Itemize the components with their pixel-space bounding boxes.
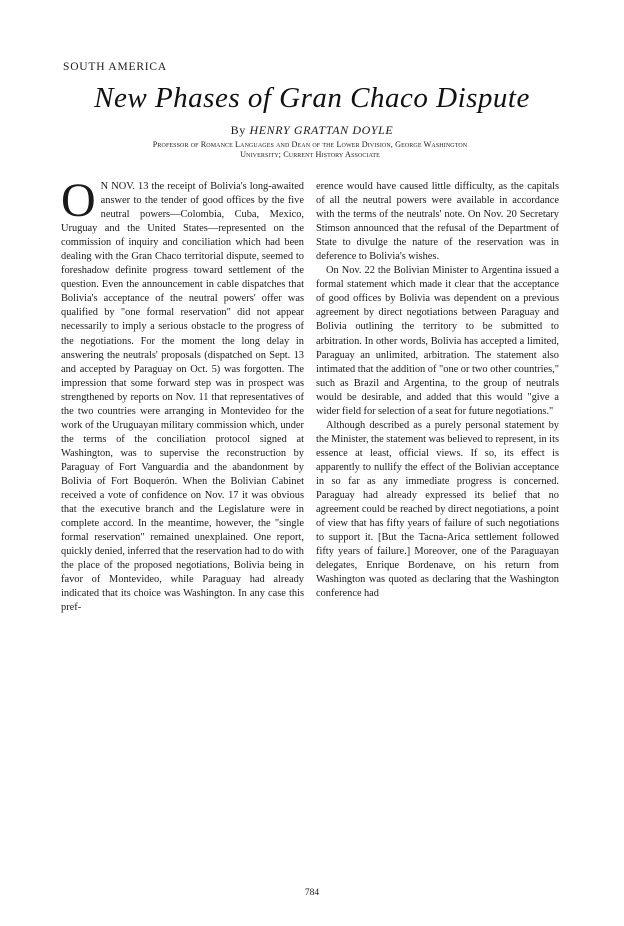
affiliation-line-1: Professor of Romance Languages and Dean of the Lower Division, George Washington	[152, 140, 468, 149]
byline-prefix: By	[230, 123, 246, 137]
article-title: New Phases of Gran Chaco Dispute	[94, 82, 530, 114]
right-paragraph-2: On Nov. 22 the Bolivian Minister to Argentina issued a formal statement which made it clear that the acceptance of good offices by Bolivia was dependent on a previous agreement by direct negotiations between Paraguay and Bolivia outlining the territory to be submitted to arbitration. In other words, Bolivia has accepted a limited, Paraguay an unlimited, arbitration. The statement also intimated that the addition of "one or two other countries," such as Brazil and Argentina, to the group of neutrals would be desirable, and added that this would "give a wider field for selection of a seat for future negotiations."	[316, 265, 559, 417]
right-paragraph-3: Although described as a purely personal statement by the Minister, the statement was believed to represent, in its essence at least, official views. If so, its effect is apparently to nullify the effect of the Bolivian acceptance in so far as any immediate progress is concerned. Paraguay had already expressed its belief that no agreement could be reached by direct negotiations, a point of view that has fifty years of failure of such negotiations to support it. [But the Tacna-Arica settlement followed fifty years of failure.] Moreover, one of the Paraguayan delegates, Enrique Bordenave, on his return from Washington was quoted as declaring that the Washington conference had	[316, 419, 559, 600]
author-name: HENRY GRATTAN DOYLE	[249, 123, 394, 137]
left-column	[61, 174, 304, 615]
right-paragraph-1: erence would have caused little difficulty, as the capitals of all the neutral powers were available in accordance with the terms of the neutrals' note. On Nov. 20 Secretary Stimson announced that the refusal of the Department of State to divulge the nature of the reservation was in deference to Bolivia's wishes.	[316, 181, 559, 263]
left-paragraph-1	[61, 174, 304, 615]
page-number: 784	[304, 888, 320, 898]
left-paragraph-1-text: N NOV. 13 the receipt of Bolivia's long-awaited answer to the tender of good offices by the five neutral powers—Colombia, Cuba, Mexico, Uruguay and the United States—represented on the commission of inquiry and conciliation which had been dealing with the Gran Chaco territorial dispute, seemed to foreshadow definite progress toward settlement of the question. Even the announcement in cable dispatches that Bolivia's acceptance of the neutral powers' offer was qualified by "one formal reservation" did not appear necessarily to imply a serious obstacle to the progress of the negotiations. For the moment the long delay in answering the neutrals' proposals (dispatched on Sept. 13 and accepted by Paraguay on Oct. 5) was forgotten. The impression that some forward step was in prospect was strengthened by reports on Nov. 11 that representatives of the two countries were arranging in Montevideo for the work of the Uruguayan military commission which, under the terms of the conciliation protocol signed at Washington, was to supervise the reconstruction by Paraguay of Fort Vanguardia and the abandonment by Bolivia of Fort Boquerón. When the Bolivian Cabinet received a vote of confidence on Nov. 17 it was obvious that the executive branch and the Legislature were in complete accord. In the meantime, however, the "single formal reservation" remained unexplained. One report, quickly denied, inferred that the reservation had to do with the place of the proposed negotiations, Bolivia being in favor of Montevideo, while Paraguay had already indicated that its choice was Washington. In any case this pref-	[61, 181, 304, 614]
section-label: SOUTH AMERICA	[63, 61, 168, 73]
byline	[0, 123, 624, 138]
affiliation-line-2: University; Current History Associate	[240, 150, 380, 159]
author-affiliation	[60, 140, 560, 160]
drop-cap: O	[61, 174, 96, 227]
right-column	[316, 180, 559, 601]
